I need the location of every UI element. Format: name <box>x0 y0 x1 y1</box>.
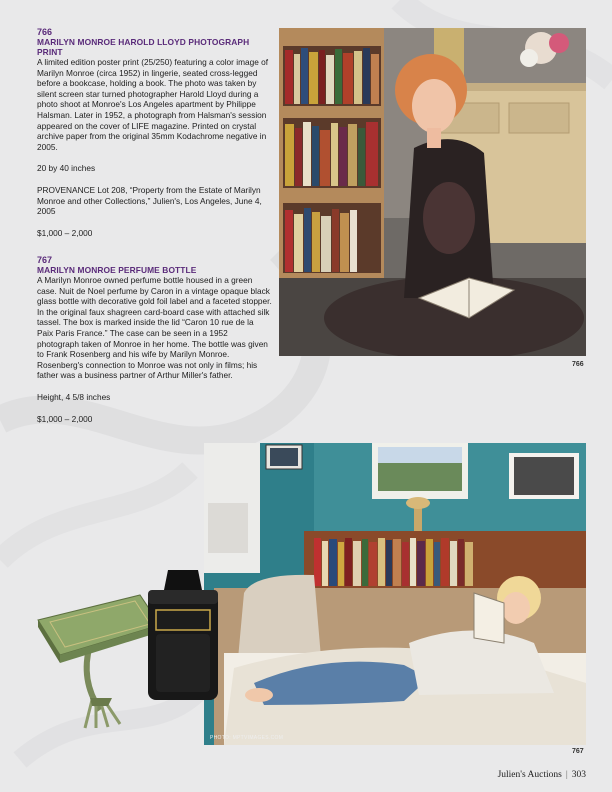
photo-caption-767: 767 <box>572 748 584 755</box>
lot-estimate: $1,000 – 2,000 <box>37 413 93 424</box>
photo-marilyn-bookcase <box>279 28 586 356</box>
lot-767 <box>37 255 272 435</box>
footer-brand: Julien's Auctions <box>497 770 562 780</box>
page-footer <box>498 770 586 780</box>
page-number: 303 <box>571 770 586 780</box>
lot-title: MARILYN MONROE PERFUME BOTTLE <box>37 265 197 275</box>
lot-number: 767 <box>37 255 53 265</box>
lot-766 <box>37 27 272 249</box>
footer-separator: | <box>565 770 568 780</box>
photo-caption-766: 766 <box>572 361 584 368</box>
lot-provenance: PROVENANCE Lot 208, “Property from the Estate of Marilyn Monroe and other Collections,” Julien's, Los Angeles, June 4, 2005 <box>37 184 262 217</box>
lot-size: Height, 4 5/8 inches <box>37 391 111 402</box>
lot-size: 20 by 40 inches <box>37 163 96 174</box>
lot-estimate: $1,000 – 2,000 <box>37 227 93 238</box>
lot-description: A Marilyn Monroe owned perfume bottle housed in a green case. Nuit de Noel perfume by Caron in a vintage opaque black glass bottle with decorative gold foil label and a faceted stopper. In the original faux shagreen card-board case with attached silk tassel. The box is marked inside the lid “Caron 10 rue de la Paix Paris France.” The case can be seen in a 1952 photograph taken of Monroe in her home. The bottle was given to Frank Rosenberg and his wife by Marilyn Monroe. Rosenberg's connection to Monroe was not only in films; his father was a business partner of Arthur Miller's father. <box>37 275 272 381</box>
lot-description: A limited edition poster print (25/250) featuring a color image of Marilyn Monroe (circa 1952) in lingerie, seated cross-legged before a bookcase, holding a book. The photo was taken by silent screen star turned photographer Harold Lloyd during a photo shoot at Monroe's Los Angeles apartment by Philippe Halsman. Later in 1952, a photograph from Halsman's session appeared on the cover of LIFE magazine. Printed on crystal archive paper from the original 35mm Kodachrome negative in 2005. <box>37 57 269 152</box>
photo-perfume-bottle-case <box>30 570 230 730</box>
photo-marilyn-daybed <box>204 443 586 745</box>
lot-title: MARILYN MONROE HAROLD LLOYD PHOTOGRAPH PRINT <box>37 37 250 57</box>
photo-credit: PHOTO: MPTVIMAGES.COM <box>210 735 284 741</box>
lot-number: 766 <box>37 27 53 37</box>
